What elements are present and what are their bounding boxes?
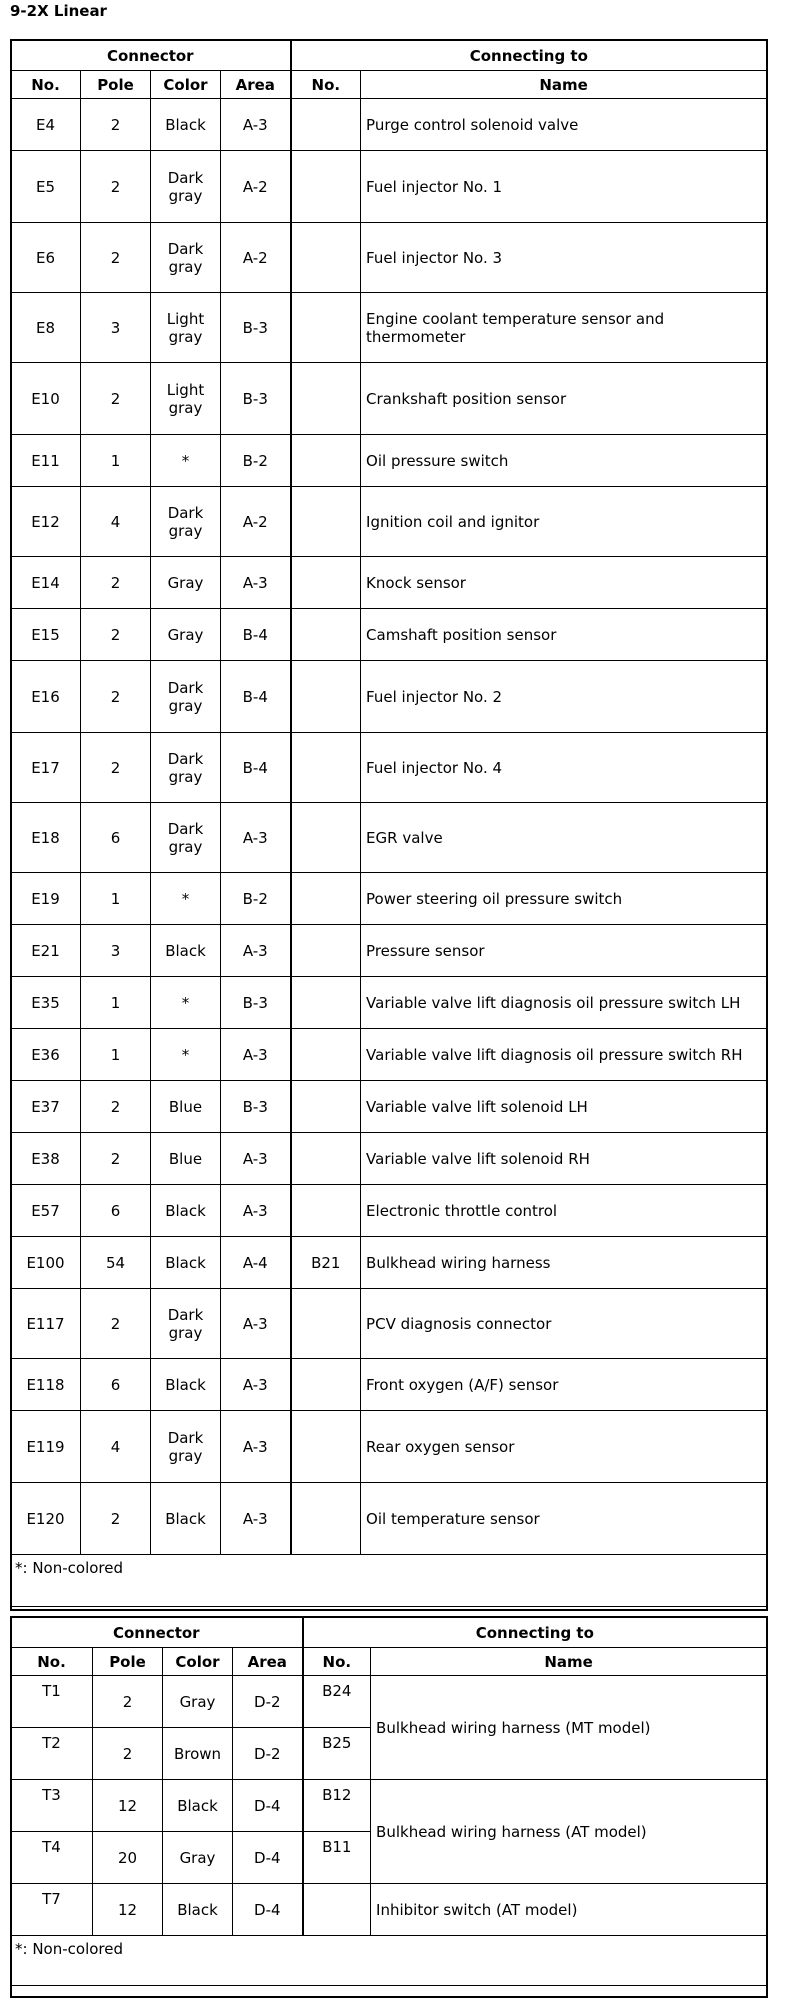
connecting-name: Ignition coil and ignitor	[361, 487, 767, 557]
connector-color: Dark gray	[151, 803, 221, 873]
pole-count: 6	[81, 1359, 151, 1411]
pole-count: 1	[81, 977, 151, 1029]
connector-color: Dark gray	[151, 223, 221, 293]
connecting-no: B25	[303, 1728, 371, 1780]
connecting-no	[291, 435, 361, 487]
area-code: A-3	[221, 99, 291, 151]
area-code: B-3	[221, 293, 291, 363]
group-header-connecting-to: Connecting to	[291, 41, 767, 71]
connector-color: Dark gray	[151, 151, 221, 223]
page-title: 9-2X Linear	[10, 2, 107, 20]
connector-no: E12	[11, 487, 81, 557]
table-row	[11, 1133, 767, 1185]
table-row	[11, 733, 767, 803]
pole-count: 2	[81, 1483, 151, 1555]
table-row	[11, 609, 767, 661]
connector-color: Dark gray	[151, 1411, 221, 1483]
connecting-no	[291, 363, 361, 435]
table-row	[11, 1676, 767, 1728]
table-row	[11, 1237, 767, 1289]
table-row	[11, 925, 767, 977]
connecting-name: Electronic throttle control	[361, 1185, 767, 1237]
connector-color: Light gray	[151, 293, 221, 363]
area-code: A-3	[221, 557, 291, 609]
column-header-area: Area	[233, 1648, 303, 1676]
connector-color: Brown	[163, 1728, 233, 1780]
connector-color: Dark gray	[151, 487, 221, 557]
connecting-name: Variable valve lift diagnosis oil pressure switch LH	[361, 977, 767, 1029]
connector-color: Black	[151, 1359, 221, 1411]
pole-count: 1	[81, 873, 151, 925]
connector-color: Dark gray	[151, 661, 221, 733]
connecting-no	[291, 733, 361, 803]
connector-color: Black	[163, 1884, 233, 1936]
pole-count: 1	[81, 1029, 151, 1081]
group-header-connecting-to: Connecting to	[303, 1618, 767, 1648]
connector-no: E37	[11, 1081, 81, 1133]
area-code: B-2	[221, 873, 291, 925]
connector-no: T2	[11, 1728, 93, 1780]
connector-color: *	[151, 873, 221, 925]
connector-no: E16	[11, 661, 81, 733]
column-header-name: Name	[371, 1648, 767, 1676]
group-header-connector: Connector	[11, 1618, 303, 1648]
connector-color: Black	[151, 925, 221, 977]
connector-no: E4	[11, 99, 81, 151]
pole-count: 2	[81, 733, 151, 803]
connecting-name: PCV diagnosis connector	[361, 1289, 767, 1359]
connecting-name: Inhibitor switch (AT model)	[371, 1884, 767, 1936]
area-code: A-4	[221, 1237, 291, 1289]
table-row	[11, 1081, 767, 1133]
table-row	[11, 1411, 767, 1483]
connecting-no	[291, 557, 361, 609]
table-row	[11, 803, 767, 873]
connecting-name: Fuel injector No. 1	[361, 151, 767, 223]
connector-color: Gray	[151, 609, 221, 661]
connector-table-engine	[10, 40, 767, 1607]
connecting-no	[291, 1411, 361, 1483]
pole-count: 12	[93, 1780, 163, 1832]
table-row	[11, 223, 767, 293]
pole-count: 2	[93, 1676, 163, 1728]
area-code: A-3	[221, 1359, 291, 1411]
connecting-name: Power steering oil pressure switch	[361, 873, 767, 925]
connector-no: E100	[11, 1237, 81, 1289]
connector-no: T3	[11, 1780, 93, 1832]
pole-count: 2	[81, 661, 151, 733]
connecting-no: B12	[303, 1780, 371, 1832]
pole-count: 2	[81, 151, 151, 223]
table-row	[11, 661, 767, 733]
connecting-name: Bulkhead wiring harness	[361, 1237, 767, 1289]
connecting-name: Variable valve lift solenoid LH	[361, 1081, 767, 1133]
connector-no: E10	[11, 363, 81, 435]
connecting-name: Bulkhead wiring harness (MT model)	[371, 1676, 767, 1780]
connector-color: Dark gray	[151, 1289, 221, 1359]
table-row	[11, 557, 767, 609]
pole-count: 2	[81, 557, 151, 609]
connecting-name: Oil temperature sensor	[361, 1483, 767, 1555]
footnote: *: Non-colored	[11, 1555, 767, 1607]
connecting-name: Fuel injector No. 3	[361, 223, 767, 293]
connecting-name: Fuel injector No. 4	[361, 733, 767, 803]
connector-no: E35	[11, 977, 81, 1029]
connecting-no	[291, 487, 361, 557]
area-code: B-4	[221, 733, 291, 803]
connector-no: E21	[11, 925, 81, 977]
connector-color: *	[151, 977, 221, 1029]
pole-count: 2	[81, 1081, 151, 1133]
area-code: A-2	[221, 151, 291, 223]
connecting-no	[291, 803, 361, 873]
pole-count: 3	[81, 925, 151, 977]
pole-count: 2	[81, 363, 151, 435]
table-row	[11, 1780, 767, 1832]
connector-no: E5	[11, 151, 81, 223]
area-code: A-3	[221, 1133, 291, 1185]
connector-no: E118	[11, 1359, 81, 1411]
connector-color: Blue	[151, 1133, 221, 1185]
table-row	[11, 293, 767, 363]
connecting-name: Camshaft position sensor	[361, 609, 767, 661]
table-row	[11, 1884, 767, 1936]
connector-no: T1	[11, 1676, 93, 1728]
table-row	[11, 151, 767, 223]
table-row	[11, 873, 767, 925]
connector-color: Black	[151, 1483, 221, 1555]
pole-count: 3	[81, 293, 151, 363]
connecting-no	[291, 1289, 361, 1359]
connector-no: E6	[11, 223, 81, 293]
pole-count: 4	[81, 1411, 151, 1483]
connecting-name: Fuel injector No. 2	[361, 661, 767, 733]
connecting-no	[291, 925, 361, 977]
connecting-name: Variable valve lift solenoid RH	[361, 1133, 767, 1185]
connecting-name: Crankshaft position sensor	[361, 363, 767, 435]
connector-no: T4	[11, 1832, 93, 1884]
connecting-no: B24	[303, 1676, 371, 1728]
connector-no: E36	[11, 1029, 81, 1081]
pole-count: 12	[93, 1884, 163, 1936]
connector-no: E120	[11, 1483, 81, 1555]
pole-count: 2	[81, 1289, 151, 1359]
connector-color: Gray	[163, 1832, 233, 1884]
pole-count: 2	[81, 99, 151, 151]
connector-no: E117	[11, 1289, 81, 1359]
connecting-name: Knock sensor	[361, 557, 767, 609]
area-code: A-3	[221, 925, 291, 977]
column-header-pole: Pole	[81, 71, 151, 99]
table-row	[11, 99, 767, 151]
column-header-connecting-no: No.	[303, 1648, 371, 1676]
area-code: D-4	[233, 1884, 303, 1936]
area-code: D-2	[233, 1728, 303, 1780]
connector-no: T7	[11, 1884, 93, 1936]
connector-no: E11	[11, 435, 81, 487]
column-header-pole: Pole	[93, 1648, 163, 1676]
group-header-connector: Connector	[11, 41, 291, 71]
connector-color: Dark gray	[151, 733, 221, 803]
area-code: B-3	[221, 363, 291, 435]
column-header-area: Area	[221, 71, 291, 99]
connecting-no	[291, 661, 361, 733]
connecting-no: B21	[291, 1237, 361, 1289]
connector-no: E38	[11, 1133, 81, 1185]
connector-no: E119	[11, 1411, 81, 1483]
connecting-no	[291, 1359, 361, 1411]
pole-count: 2	[81, 609, 151, 661]
connector-no: E8	[11, 293, 81, 363]
pole-count: 2	[81, 1133, 151, 1185]
area-code: A-3	[221, 1029, 291, 1081]
area-code: A-3	[221, 1289, 291, 1359]
connecting-no	[291, 1483, 361, 1555]
connecting-no	[291, 1081, 361, 1133]
connector-no: E57	[11, 1185, 81, 1237]
column-header-no: No.	[11, 71, 81, 99]
connector-color: Gray	[151, 557, 221, 609]
table-row	[11, 435, 767, 487]
connecting-no	[291, 223, 361, 293]
connecting-no	[291, 1133, 361, 1185]
area-code: B-4	[221, 661, 291, 733]
table-row	[11, 1289, 767, 1359]
connector-no: E15	[11, 609, 81, 661]
footnote: *: Non-colored	[11, 1936, 767, 1986]
area-code: B-3	[221, 977, 291, 1029]
connecting-name: Front oxygen (A/F) sensor	[361, 1359, 767, 1411]
connecting-name: Bulkhead wiring harness (AT model)	[371, 1780, 767, 1884]
connector-no: E19	[11, 873, 81, 925]
connecting-name: Rear oxygen sensor	[361, 1411, 767, 1483]
pole-count: 54	[81, 1237, 151, 1289]
connecting-name: Engine coolant temperature sensor and thermometer	[361, 293, 767, 363]
connector-color: Gray	[163, 1676, 233, 1728]
table-row	[11, 1483, 767, 1555]
table-row	[11, 1029, 767, 1081]
column-header-connecting-no: No.	[291, 71, 361, 99]
connecting-no	[303, 1884, 371, 1936]
connector-color: *	[151, 1029, 221, 1081]
connector-table-transmission	[10, 1617, 767, 1986]
table-row	[11, 487, 767, 557]
area-code: B-4	[221, 609, 291, 661]
connector-no: E14	[11, 557, 81, 609]
connecting-name: EGR valve	[361, 803, 767, 873]
connector-color: Black	[151, 1237, 221, 1289]
area-code: D-2	[233, 1676, 303, 1728]
connecting-no	[291, 873, 361, 925]
area-code: A-3	[221, 803, 291, 873]
pole-count: 2	[81, 223, 151, 293]
connecting-no	[291, 1029, 361, 1081]
connector-no: E17	[11, 733, 81, 803]
column-header-color: Color	[151, 71, 221, 99]
connector-color: Black	[151, 99, 221, 151]
table-row	[11, 1359, 767, 1411]
area-code: B-3	[221, 1081, 291, 1133]
area-code: A-2	[221, 223, 291, 293]
connecting-name: Pressure sensor	[361, 925, 767, 977]
connecting-no	[291, 609, 361, 661]
pole-count: 6	[81, 1185, 151, 1237]
pole-count: 20	[93, 1832, 163, 1884]
connector-color: Light gray	[151, 363, 221, 435]
table-row	[11, 1185, 767, 1237]
connector-color: *	[151, 435, 221, 487]
area-code: D-4	[233, 1780, 303, 1832]
connector-color: Black	[151, 1185, 221, 1237]
connector-color: Black	[163, 1780, 233, 1832]
pole-count: 6	[81, 803, 151, 873]
connecting-no	[291, 977, 361, 1029]
pole-count: 1	[81, 435, 151, 487]
area-code: B-2	[221, 435, 291, 487]
connector-color: Blue	[151, 1081, 221, 1133]
connecting-name: Purge control solenoid valve	[361, 99, 767, 151]
table-row	[11, 977, 767, 1029]
connecting-name: Oil pressure switch	[361, 435, 767, 487]
connecting-no	[291, 293, 361, 363]
connecting-no: B11	[303, 1832, 371, 1884]
connecting-no	[291, 1185, 361, 1237]
column-header-name: Name	[361, 71, 767, 99]
connecting-no	[291, 99, 361, 151]
pole-count: 4	[81, 487, 151, 557]
area-code: A-3	[221, 1483, 291, 1555]
table-row	[11, 363, 767, 435]
column-header-no: No.	[11, 1648, 93, 1676]
area-code: A-3	[221, 1185, 291, 1237]
pole-count: 2	[93, 1728, 163, 1780]
connecting-no	[291, 151, 361, 223]
connecting-name: Variable valve lift diagnosis oil pressure switch RH	[361, 1029, 767, 1081]
connector-no: E18	[11, 803, 81, 873]
column-header-color: Color	[163, 1648, 233, 1676]
area-code: A-3	[221, 1411, 291, 1483]
area-code: A-2	[221, 487, 291, 557]
area-code: D-4	[233, 1832, 303, 1884]
